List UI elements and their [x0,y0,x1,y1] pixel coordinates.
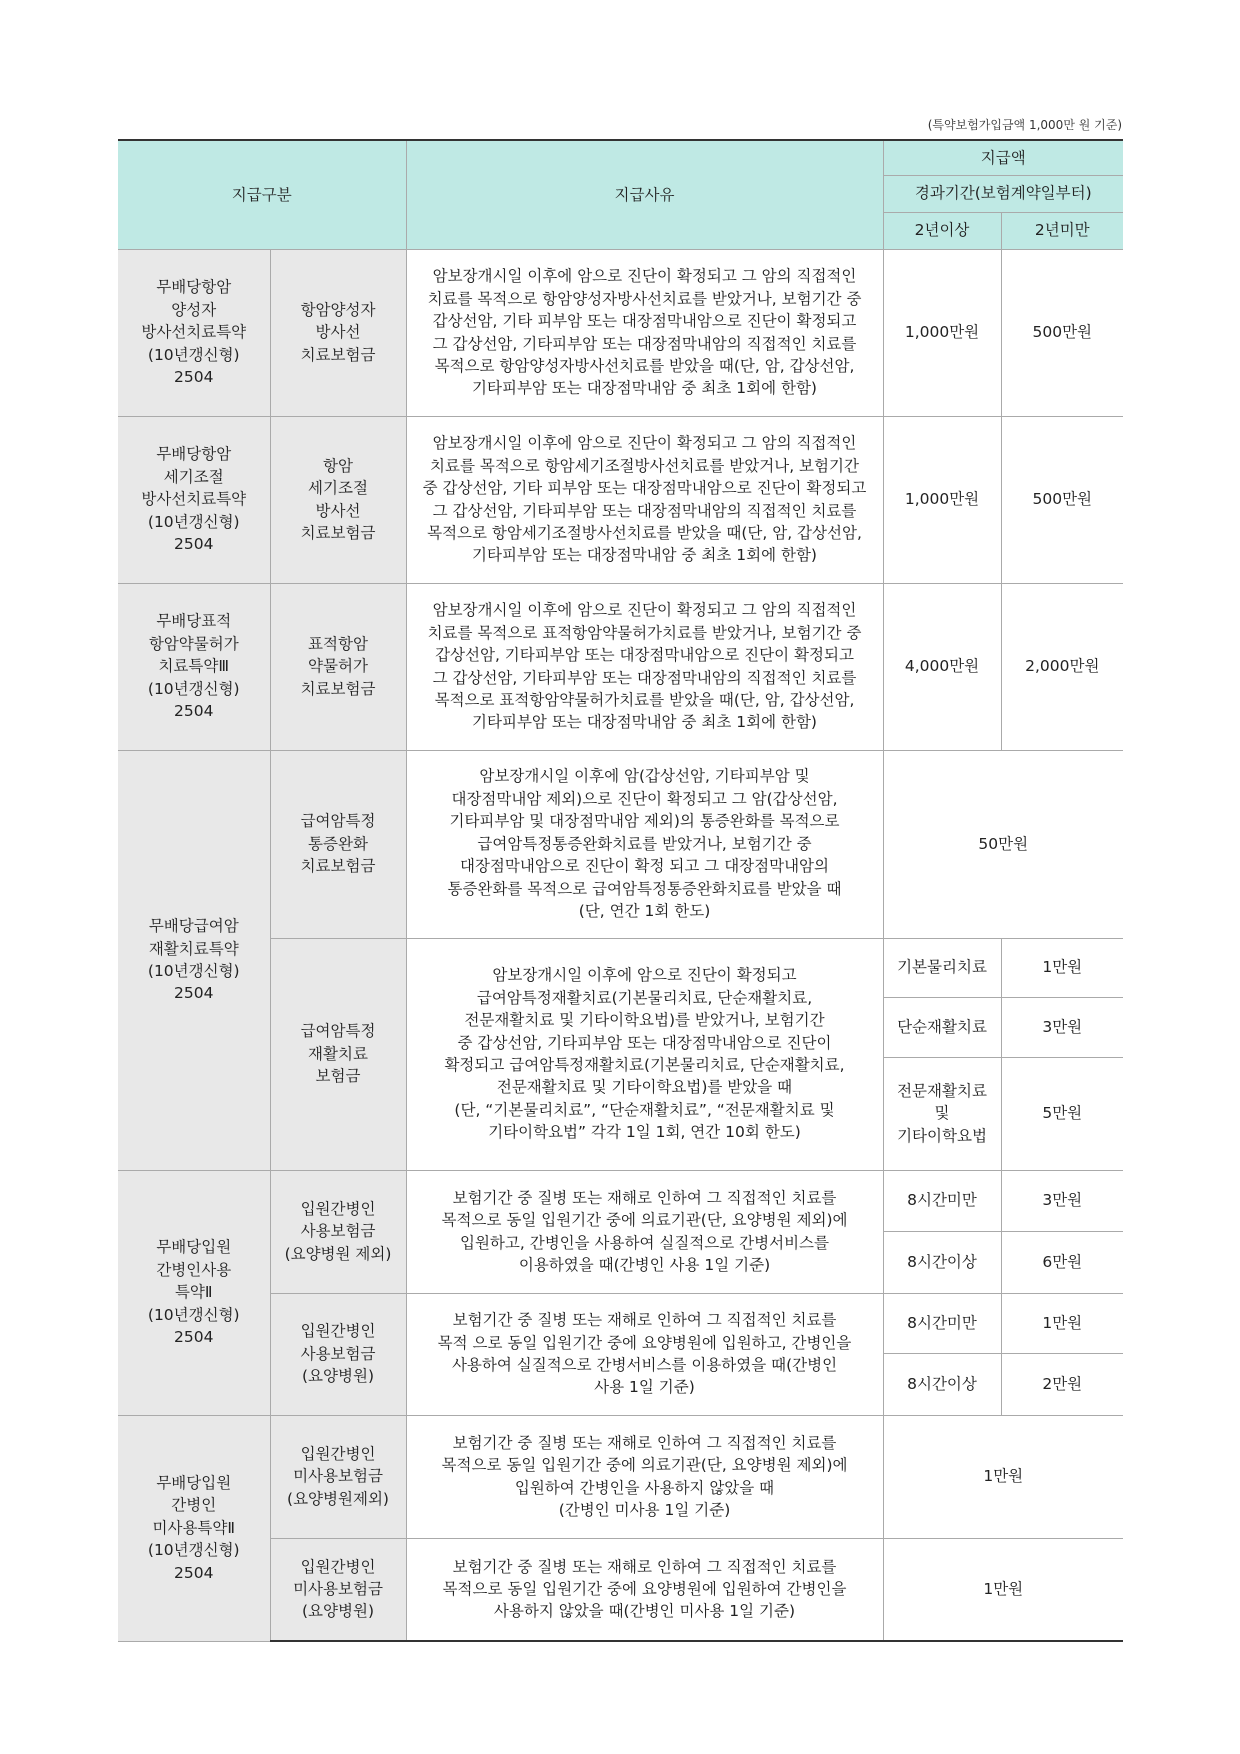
header-amount: 지급액 [883,140,1123,175]
payment-table [118,139,1123,1642]
benefit-name: 입원간병인 사용보험금 (요양병원 제외) [270,1170,406,1293]
rider-name: 무배당급여암 재활치료특약 (10년갱신형) 2504 [118,750,270,1170]
header-reason: 지급사유 [406,140,883,249]
table-row [118,750,1123,938]
rider-name: 무배당항암 양성자 방사선치료특약 (10년갱신형) 2504 [118,249,270,416]
treatment-amount: 1만원 [1001,938,1123,997]
amount-over-2-years: 1,000만원 [883,249,1001,416]
benefit-name: 표적항암 약물허가 치료보험금 [270,583,406,750]
hours-amount: 1만원 [1001,1293,1123,1353]
header-category: 지급구분 [118,140,406,249]
hours-amount: 2만원 [1001,1353,1123,1415]
table-row [118,583,1123,750]
payment-reason: 암보장개시일 이후에 암으로 진단이 확정되고 급여암특정재활치료(기본물리치료, 단순재활치료, 전문재활치료 및 기타이학요법)를 받았거나, 보험기간 중 갑상선암, 기타피부암 또는 대장점막내암으로 진단이 확정되고 급여암특정재활치료(기본물리치료, 단순재활치료, 전문재활치료 및 기타이학요법)를 받았을 때 (단, “기본물리치료”, “단순재활치료”, “전문재활치료 및 기타이학요법” 각각 1일 1회, 연간 10회 한도) [406,938,883,1170]
benefit-name: 항암양성자 방사선 치료보험금 [270,249,406,416]
header-under-2-years: 2년미만 [1001,212,1123,249]
payment-reason: 보험기간 중 질병 또는 재해로 인하여 그 직접적인 치료를 목적으로 동일 입원기간 중에 의료기관(단, 요양병원 제외)에 입원하고, 간병인을 사용하여 실질적으로 간병서비스를 이용하였을 때(간병인 사용 1일 기준) [406,1170,883,1293]
payment-reason: 보험기간 중 질병 또는 재해로 인하여 그 직접적인 치료를 목적으로 동일 입원기간 중에 의료기관(단, 요양병원 제외)에 입원하여 간병인을 사용하지 않았을 때 (간병인 미사용 1일 기준) [406,1415,883,1538]
hours-type: 8시간이상 [883,1231,1001,1293]
benefit-name: 입원간병인 사용보험금 (요양병원) [270,1293,406,1415]
header-over-2-years: 2년이상 [883,212,1001,249]
amount-over-2-years: 4,000만원 [883,583,1001,750]
treatment-type: 단순재활치료 [883,997,1001,1057]
hours-type: 8시간이상 [883,1353,1001,1415]
benefit-name: 급여암특정 재활치료 보험금 [270,938,406,1170]
header-period: 경과기간(보험계약일부터) [883,175,1123,212]
table-row [118,1170,1123,1231]
amount-flat: 50만원 [883,750,1123,938]
benefit-name: 급여암특정 통증완화 치료보험금 [270,750,406,938]
rider-name: 무배당입원 간병인사용 특약Ⅱ (10년갱신형) 2504 [118,1170,270,1415]
amount-under-2-years: 500만원 [1001,416,1123,583]
benefit-name: 입원간병인 미사용보험금 (요양병원) [270,1538,406,1641]
hours-amount: 6만원 [1001,1231,1123,1293]
payment-reason: 보험기간 중 질병 또는 재해로 인하여 그 직접적인 치료를 목적으로 동일 입원기간 중에 요양병원에 입원하여 간병인을 사용하지 않았을 때(간병인 미사용 1일 기준) [406,1538,883,1641]
table-row [118,416,1123,583]
benefit-name: 항암 세기조절 방사선 치료보험금 [270,416,406,583]
benefit-name: 입원간병인 미사용보험금 (요양병원제외) [270,1415,406,1538]
payment-reason: 암보장개시일 이후에 암으로 진단이 확정되고 그 암의 직접적인 치료를 목적으로 항암세기조절방사선치료를 받았거나, 보험기간 중 갑상선암, 기타 피부암 또는 대장점막내암으로 진단이 확정되고 그 갑상선암, 기타피부암 또는 대장점막내암의 직접적인 치료를 목적으로 항암세기조절방사선치료를 받았을 때(단, 암, 갑상선암, 기타피부암 또는 대장점막내암 중 최초 1회에 한함) [406,416,883,583]
treatment-amount: 3만원 [1001,997,1123,1057]
treatment-amount: 5만원 [1001,1057,1123,1170]
amount-flat: 1만원 [883,1538,1123,1641]
amount-under-2-years: 500만원 [1001,249,1123,416]
amount-flat: 1만원 [883,1415,1123,1538]
payment-reason: 암보장개시일 이후에 암으로 진단이 확정되고 그 암의 직접적인 치료를 목적으로 표적항암약물허가치료를 받았거나, 보험기간 중 갑상선암, 기타피부암 또는 대장점막내암으로 진단이 확정되고 그 갑상선암, 기타피부암 또는 대장점막내암의 직접적인 치료를 목적으로 표적항암약물허가치료를 받았을 때(단, 암, 갑상선암, 기타피부암 또는 대장점막내암 중 최초 1회에 한함) [406,583,883,750]
payment-reason: 암보장개시일 이후에 암(갑상선암, 기타피부암 및 대장점막내암 제외)으로 진단이 확정되고 그 암(갑상선암, 기타피부암 및 대장점막내암 제외)의 통증완화를 목적으로 급여암특정통증완화치료를 받았거나, 보험기간 중 대장점막내암으로 진단이 확정 되고 그 대장점막내암의 통증완화를 목적으로 급여암특정통증완화치료를 받았을 때 (단, 연간 1회 한도) [406,750,883,938]
table-row [118,249,1123,416]
amount-over-2-years: 1,000만원 [883,416,1001,583]
treatment-type: 기본물리치료 [883,938,1001,997]
rider-name: 무배당표적 항암약물허가 치료특약Ⅲ (10년갱신형) 2504 [118,583,270,750]
hours-type: 8시간미만 [883,1170,1001,1231]
payment-reason: 보험기간 중 질병 또는 재해로 인하여 그 직접적인 치료를 목적 으로 동일 입원기간 중에 요양병원에 입원하고, 간병인을 사용하여 실질적으로 간병서비스를 이용하였을 때(간병인 사용 1일 기준) [406,1293,883,1415]
basis-note: (특약보험가입금액 1,000만 원 기준) [927,118,1122,132]
payment-reason: 암보장개시일 이후에 암으로 진단이 확정되고 그 암의 직접적인 치료를 목적으로 항암양성자방사선치료를 받았거나, 보험기간 중 갑상선암, 기타 피부암 또는 대장점막내암으로 진단이 확정되고 그 갑상선암, 기타피부암 또는 대장점막내암의 직접적인 치료를 목적으로 항암양성자방사선치료를 받았을 때(단, 암, 갑상선암, 기타피부암 또는 대장점막내암 중 최초 1회에 한함) [406,249,883,416]
rider-name: 무배당항암 세기조절 방사선치료특약 (10년갱신형) 2504 [118,416,270,583]
rider-name: 무배당입원 간병인 미사용특약Ⅱ (10년갱신형) 2504 [118,1415,270,1641]
table-row [118,1415,1123,1538]
hours-type: 8시간미만 [883,1293,1001,1353]
amount-under-2-years: 2,000만원 [1001,583,1123,750]
treatment-type: 전문재활치료 및 기타이학요법 [883,1057,1001,1170]
hours-amount: 3만원 [1001,1170,1123,1231]
